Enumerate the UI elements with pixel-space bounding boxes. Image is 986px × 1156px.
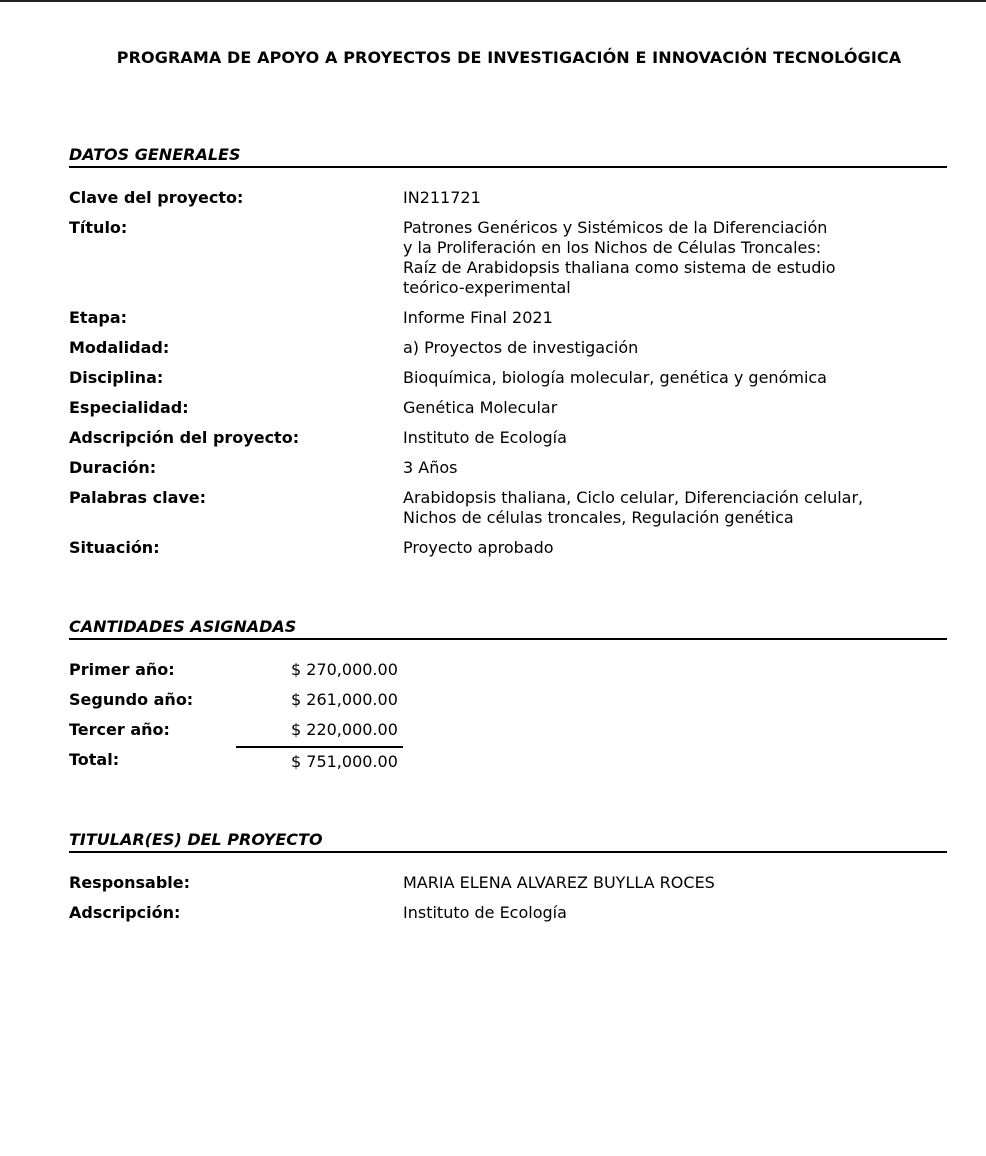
page-title: PROGRAMA DE APOYO A PROYECTOS DE INVESTIGACIÓN E INNOVACIÓN TECNOLÓGICA bbox=[116, 48, 902, 67]
field-value: MARIA ELENA ALVAREZ BUYLLA ROCES bbox=[403, 873, 715, 892]
field-value: Proyecto aprobado bbox=[403, 538, 554, 557]
section-heading-datos-generales: DATOS GENERALES bbox=[69, 145, 947, 168]
field-value: Informe Final 2021 bbox=[403, 308, 553, 327]
field-label: Título: bbox=[69, 218, 128, 237]
top-border bbox=[0, 0, 986, 2]
field-label: Responsable: bbox=[69, 873, 191, 892]
section-heading-cantidades: CANTIDADES ASIGNADAS bbox=[69, 617, 947, 640]
field-label: Adscripción del proyecto: bbox=[69, 428, 300, 447]
field-value: IN211721 bbox=[403, 188, 481, 207]
field-label: Duración: bbox=[69, 458, 157, 477]
field-value: Instituto de Ecología bbox=[403, 428, 567, 447]
amount-label: Tercer año: bbox=[69, 720, 170, 739]
field-label: Modalidad: bbox=[69, 338, 170, 357]
amount-value: $ 270,000.00 bbox=[291, 660, 398, 679]
field-label: Clave del proyecto: bbox=[69, 188, 244, 207]
field-value: Bioquímica, biología molecular, genética y genómica bbox=[403, 368, 827, 387]
field-value: a) Proyectos de investigación bbox=[403, 338, 639, 357]
amount-value: $ 220,000.00 bbox=[291, 720, 398, 739]
field-label: Especialidad: bbox=[69, 398, 189, 417]
field-value: Instituto de Ecología bbox=[403, 903, 567, 922]
sum-divider bbox=[236, 746, 403, 748]
section-heading-titulares: TITULAR(ES) DEL PROYECTO bbox=[69, 830, 947, 853]
total-label: Total: bbox=[69, 750, 120, 769]
amount-label: Primer año: bbox=[69, 660, 175, 679]
amount-value: $ 261,000.00 bbox=[291, 690, 398, 709]
field-value: Patrones Genéricos y Sistémicos de la Diferenciación y la Proliferación en los Nichos de Células Troncales: Raíz de Arabidopsis thaliana como sistema de estudio teórico-experimental bbox=[403, 218, 836, 297]
field-label: Adscripción: bbox=[69, 903, 181, 922]
field-value: Arabidopsis thaliana, Ciclo celular, Diferenciación celular, Nichos de células troncales, Regulación genética bbox=[403, 488, 864, 527]
field-value: 3 Años bbox=[403, 458, 458, 477]
total-value: $ 751,000.00 bbox=[291, 752, 398, 771]
field-label: Disciplina: bbox=[69, 368, 164, 387]
field-label: Palabras clave: bbox=[69, 488, 207, 507]
field-label: Etapa: bbox=[69, 308, 128, 327]
field-value: Genética Molecular bbox=[403, 398, 558, 417]
amount-label: Segundo año: bbox=[69, 690, 194, 709]
field-label: Situación: bbox=[69, 538, 160, 557]
